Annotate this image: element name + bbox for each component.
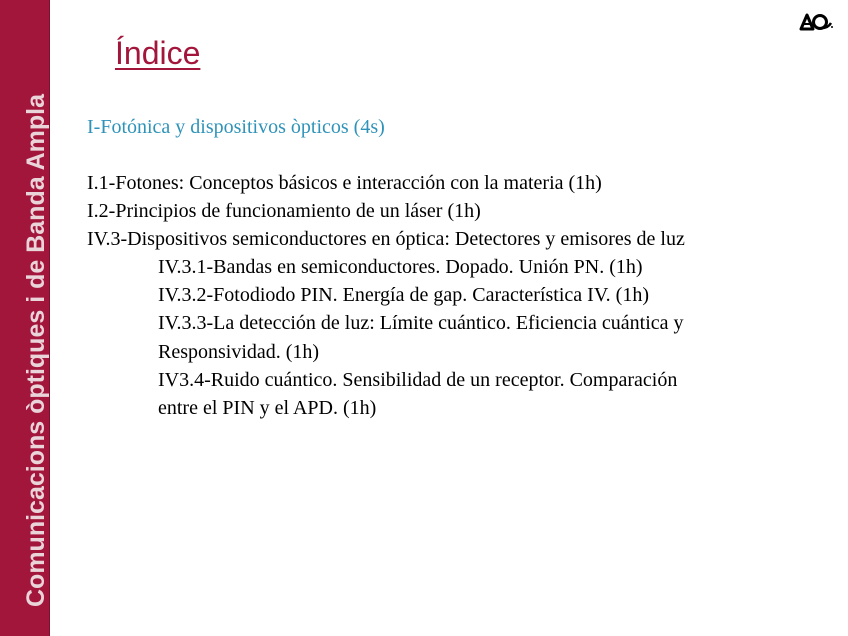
list-item: I.1-Fotones: Conceptos básicos e interacción con la materia (1h) [87,172,602,194]
list-item: IV.3.2-Fotodiodo PIN. Energía de gap. Característica IV. (1h) [158,284,650,306]
sidebar-title: Comunicacions òptiques i de Banda Ampla [22,93,50,607]
list-item: IV.3.3-La detección de luz: Límite cuántico. Eficiencia cuántica y [158,312,684,334]
sidebar [0,0,50,636]
list-item: IV.3-Dispositivos semiconductores en óptica: Detectores y emisores de luz [87,228,685,250]
section-heading: I-Fotónica y dispositivos òpticos (4s) [87,116,385,138]
page-title: Índice [115,35,201,71]
list-item: IV.3.1-Bandas en semiconductores. Dopado. Unión PN. (1h) [158,256,643,278]
list-item: entre el PIN y el APD. (1h) [158,397,377,419]
list-item: IV3.4-Ruido cuántico. Sensibilidad de un receptor. Comparación [158,369,678,391]
list-item: I.2-Principios de funcionamiento de un láser (1h) [87,200,481,222]
list-item: Responsividad. (1h) [158,341,320,363]
university-logo-icon [798,10,834,34]
